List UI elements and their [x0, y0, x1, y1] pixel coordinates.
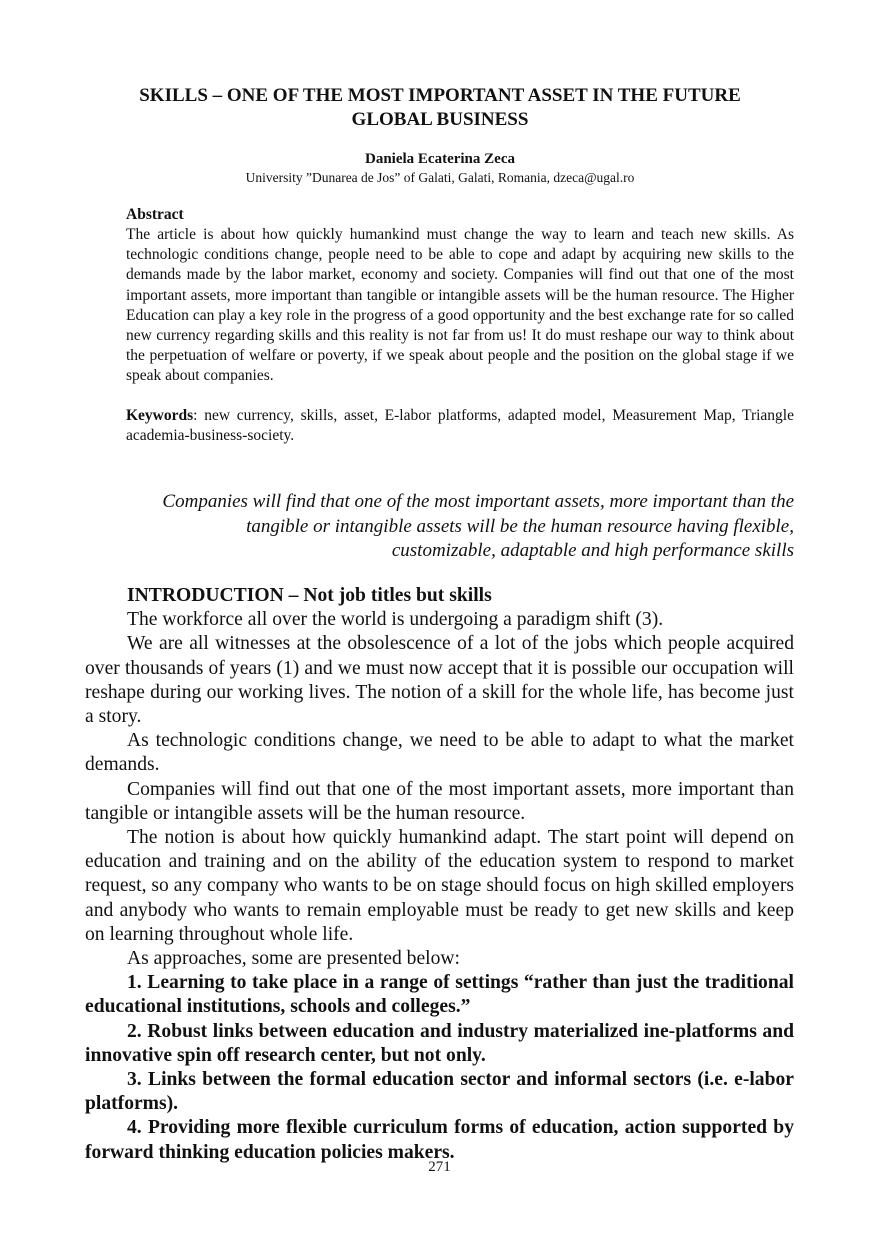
epigraph-line: customizable, adaptable and high performance skills	[391, 540, 794, 561]
introduction-section	[85, 584, 794, 1165]
author-affiliation: University ”Dunarea de Jos” of Galati, Galati, Romania, dzeca@ugal.ro	[245, 170, 635, 185]
body-paragraph: The notion is about how quickly humankind adapt. The start point will depend on education and training and on the ability of the education system to respond to market request, so any company who wants to be on stage should focus on high skilled employers and anybody who wants to remain employable must be ready to get new skills and keep on learning throughout whole life.	[85, 827, 794, 945]
body-paragraph: Companies will find out that one of the most important assets, more important than tangible or intangible assets will be the human resource.	[85, 778, 794, 824]
abstract-section	[126, 205, 794, 446]
epigraph-line: Companies will find that one of the most important assets, more important than the	[162, 491, 794, 512]
list-item: 4. Providing more flexible curriculum forms of education, action supported by forward thinking education policies makers.	[85, 1117, 794, 1163]
page-number: 271	[428, 1159, 451, 1175]
section-heading: INTRODUCTION – Not job titles but skills	[127, 585, 492, 606]
keywords	[126, 406, 794, 446]
list-item: 3. Links between the formal education sector and informal sectors (i.e. e-labor platforms).	[85, 1069, 794, 1115]
abstract-heading: Abstract	[126, 206, 184, 223]
abstract-text: The article is about how quickly humankind must change the way to learn and teach new skills. As technologic conditions change, people need to be able to cope and adapt by acquiring new skills to the demands made by the labor market, economy and society. Companies will find out that one of the most important assets, more important than tangible or intangible assets will be the human resource. The Higher Education can play a key role in the progress of a good opportunity and the best exchange rate for so called new currency regarding skills and this reality is not far from us! It do must reshape our way to think about the perpetuation of welfare or poverty, if we speak about people and the position on the global stage if we speak about companies.	[126, 226, 794, 385]
list-item: 2. Robust links between education and industry materialized ine-platforms and innovative spin off research center, but not only.	[85, 1020, 794, 1066]
body-paragraph: The workforce all over the world is undergoing a paradigm shift (3).	[127, 609, 664, 631]
author-name: Daniela Ecaterina Zeca	[365, 151, 515, 167]
keywords-text: : new currency, skills, asset, E-labor platforms, adapted model, Measurement Map, Triangle academia-business-society.	[126, 406, 794, 444]
epigraph-line: tangible or intangible assets will be the human resource having flexible,	[246, 515, 794, 537]
body-paragraph: As approaches, some are presented below:	[127, 948, 460, 970]
paper-title	[85, 84, 795, 132]
list-item: 1. Learning to take place in a range of settings “rather than just the traditional educational institutions, schools and colleges.”	[85, 972, 794, 1018]
body-paragraph: As technologic conditions change, we need to be able to adapt to what the market demands.	[85, 730, 794, 776]
paper-title-line: SKILLS – ONE OF THE MOST IMPORTANT ASSET IN THE FUTURE	[139, 85, 741, 106]
body-paragraph: We are all witnesses at the obsolescence of a lot of the jobs which people acquired over thousands of years (1) and we must now accept that it is possible our occupation will reshape during our working lives. The notion of a skill for the whole life, has become just a story.	[85, 633, 794, 728]
epigraph	[100, 490, 794, 564]
paper-title-line: GLOBAL BUSINESS	[351, 109, 529, 130]
keywords-label: Keywords	[126, 406, 194, 424]
